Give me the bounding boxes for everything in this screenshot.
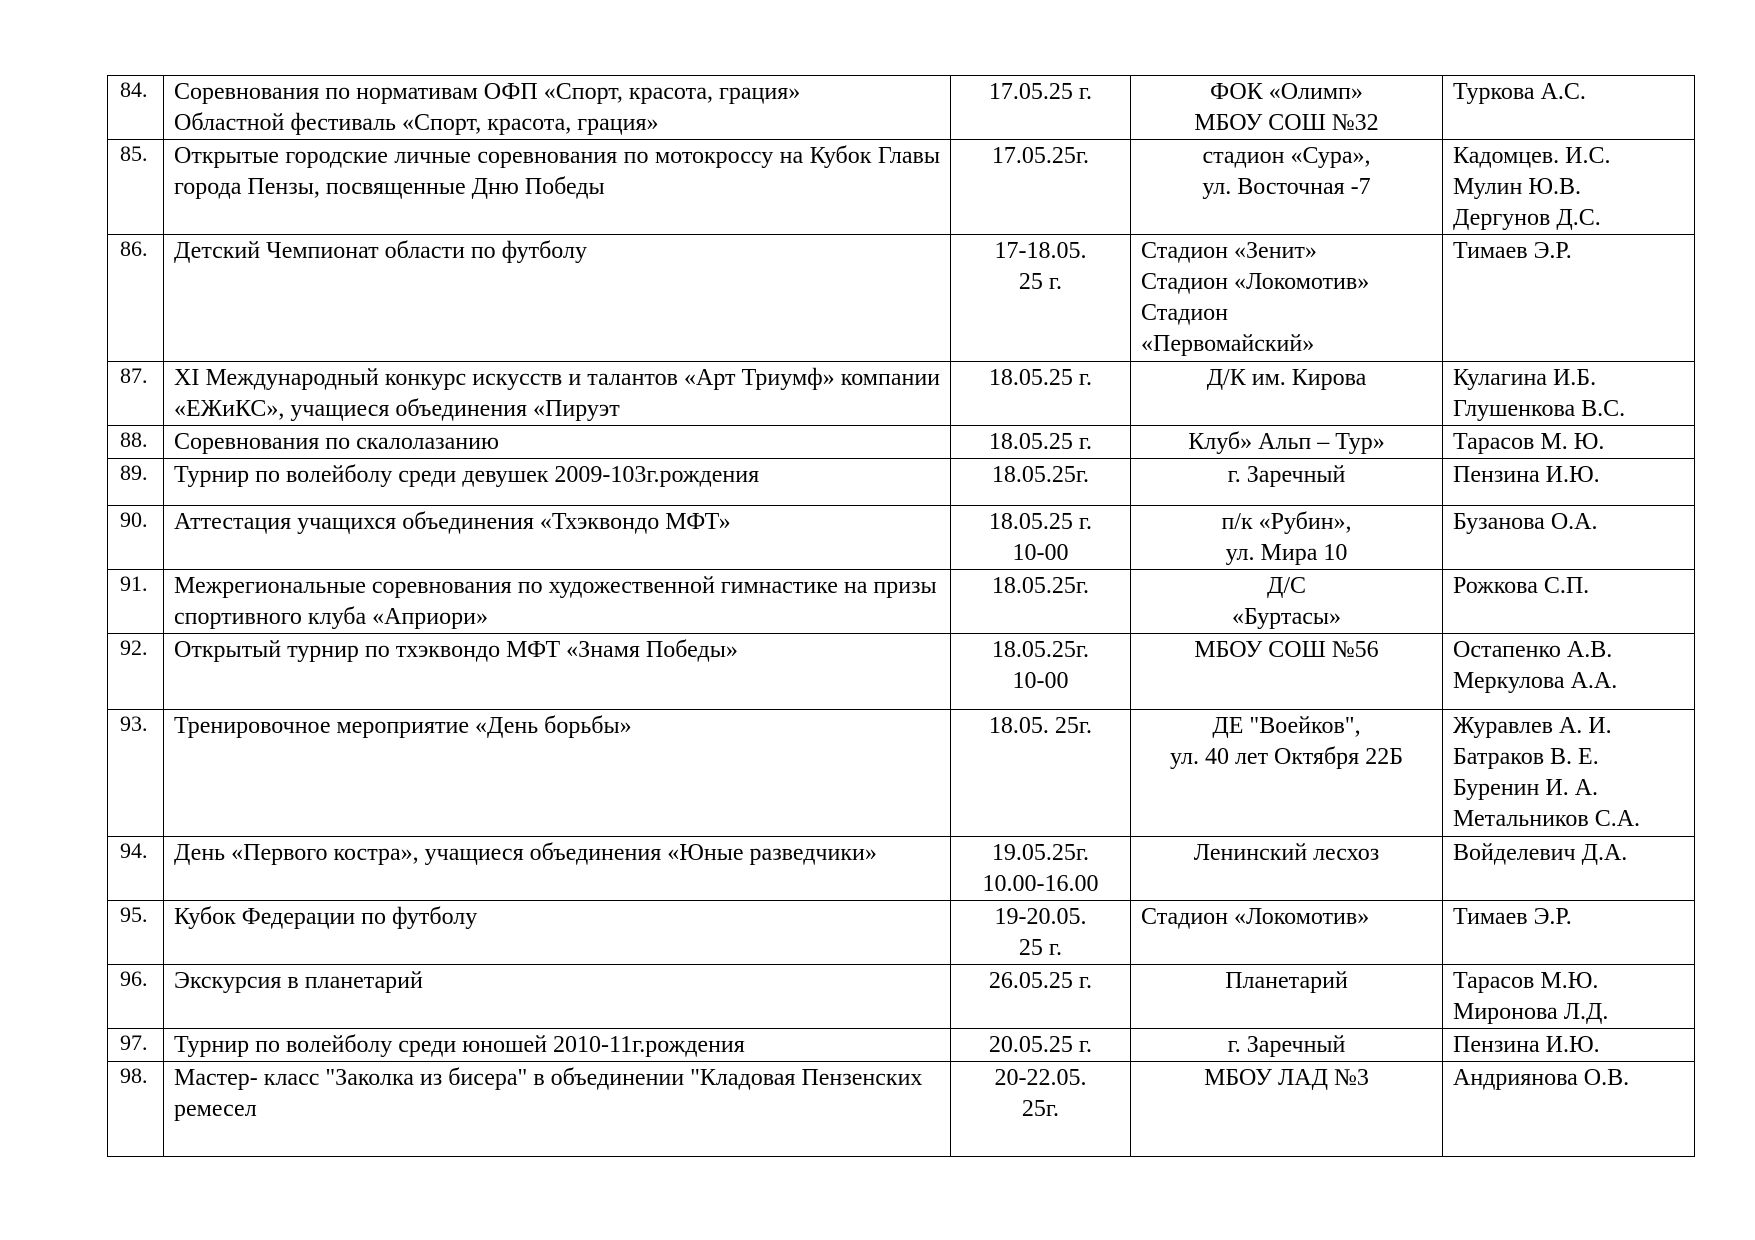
- event-name: Мастер- класс "Заколка из бисера" в объединении "Кладовая Пензенских ремесел: [164, 1062, 951, 1157]
- event-name: Открытый турнир по тхэквондо МФТ «Знамя Победы»: [164, 634, 951, 710]
- table-row: [108, 235, 1695, 362]
- event-name: Турнир по волейболу среди девушек 2009-103г.рождения: [164, 459, 951, 506]
- event-date: 17.05.25 г.: [951, 76, 1131, 140]
- table-row: [108, 1062, 1695, 1157]
- table-row: [108, 570, 1695, 634]
- table-row: [108, 965, 1695, 1029]
- event-date: 20.05.25 г.: [951, 1029, 1131, 1062]
- event-name: День «Первого костра», учащиеся объединения «Юные разведчики»: [164, 837, 951, 901]
- event-name: Соревнования по скалолазанию: [164, 426, 951, 459]
- table-row: [108, 506, 1695, 570]
- row-number: 98.: [108, 1062, 164, 1157]
- event-responsible: Тимаев Э.Р.: [1443, 901, 1695, 965]
- event-name: XI Международный конкурс искусств и талантов «Арт Триумф» компании «ЕЖиКС», учащиеся объединения «Пируэт: [164, 362, 951, 426]
- events-table: [107, 75, 1695, 1157]
- event-name: Кубок Федерации по футболу: [164, 901, 951, 965]
- row-number: 96.: [108, 965, 164, 1029]
- event-place: Д/К им. Кирова: [1131, 362, 1443, 426]
- event-place: МБОУ ЛАД №3: [1131, 1062, 1443, 1157]
- event-responsible: Журавлев А. И. Батраков В. Е. Буренин И. А. Метальников С.А.: [1443, 710, 1695, 837]
- event-responsible: Туркова А.С.: [1443, 76, 1695, 140]
- event-date: 19.05.25г. 10.00-16.00: [951, 837, 1131, 901]
- table-row: [108, 459, 1695, 506]
- row-number: 97.: [108, 1029, 164, 1062]
- event-place: г. Заречный: [1131, 459, 1443, 506]
- event-place: ФОК «Олимп» МБОУ СОШ №32: [1131, 76, 1443, 140]
- row-number: 91.: [108, 570, 164, 634]
- event-responsible: Андриянова О.В.: [1443, 1062, 1695, 1157]
- event-place: МБОУ СОШ №56: [1131, 634, 1443, 710]
- event-place: Планетарий: [1131, 965, 1443, 1029]
- event-responsible: Рожкова С.П.: [1443, 570, 1695, 634]
- event-responsible: Войделевич Д.А.: [1443, 837, 1695, 901]
- event-responsible: Бузанова О.А.: [1443, 506, 1695, 570]
- event-name: Турнир по волейболу среди юношей 2010-11г.рождения: [164, 1029, 951, 1062]
- event-responsible: Кадомцев. И.С. Мулин Ю.В. Дергунов Д.С.: [1443, 140, 1695, 235]
- row-number: 95.: [108, 901, 164, 965]
- row-number: 92.: [108, 634, 164, 710]
- event-date: 18.05. 25г.: [951, 710, 1131, 837]
- table-row: [108, 901, 1695, 965]
- event-responsible: Тимаев Э.Р.: [1443, 235, 1695, 362]
- event-responsible: Тарасов М. Ю.: [1443, 426, 1695, 459]
- table-row: [108, 634, 1695, 710]
- row-number: 90.: [108, 506, 164, 570]
- row-number: 87.: [108, 362, 164, 426]
- table-row: [108, 1029, 1695, 1062]
- row-number: 86.: [108, 235, 164, 362]
- event-responsible: Остапенко А.В. Меркулова А.А.: [1443, 634, 1695, 710]
- row-number: 88.: [108, 426, 164, 459]
- table-row: [108, 362, 1695, 426]
- table-row: [108, 426, 1695, 459]
- event-place: Ленинский лесхоз: [1131, 837, 1443, 901]
- event-date: 18.05.25г.: [951, 570, 1131, 634]
- event-name: Детский Чемпионат области по футболу: [164, 235, 951, 362]
- event-date: 18.05.25г. 10-00: [951, 634, 1131, 710]
- event-date: 20-22.05. 25г.: [951, 1062, 1131, 1157]
- event-place: Стадион «Зенит» Стадион «Локомотив» Стадион «Первомайский»: [1131, 235, 1443, 362]
- event-name: Аттестация учащихся объединения «Тхэквондо МФТ»: [164, 506, 951, 570]
- table-row: [108, 837, 1695, 901]
- table-row: [108, 140, 1695, 235]
- event-place: Стадион «Локомотив»: [1131, 901, 1443, 965]
- event-responsible: Тарасов М.Ю. Миронова Л.Д.: [1443, 965, 1695, 1029]
- table-row: [108, 76, 1695, 140]
- event-date: 18.05.25 г.: [951, 362, 1131, 426]
- event-place: Д/С «Буртасы»: [1131, 570, 1443, 634]
- row-number: 94.: [108, 837, 164, 901]
- event-name: Тренировочное мероприятие «День борьбы»: [164, 710, 951, 837]
- event-name: Открытые городские личные соревнования по мотокроссу на Кубок Главы города Пензы, посвященные Дню Победы: [164, 140, 951, 235]
- event-name: Межрегиональные соревнования по художественной гимнастике на призы спортивного клуба «Априори»: [164, 570, 951, 634]
- event-name: Экскурсия в планетарий: [164, 965, 951, 1029]
- event-place: стадион «Сура», ул. Восточная -7: [1131, 140, 1443, 235]
- event-date: 18.05.25 г. 10-00: [951, 506, 1131, 570]
- row-number: 89.: [108, 459, 164, 506]
- event-responsible: Пензина И.Ю.: [1443, 1029, 1695, 1062]
- row-number: 84.: [108, 76, 164, 140]
- row-number: 93.: [108, 710, 164, 837]
- event-date: 17-18.05. 25 г.: [951, 235, 1131, 362]
- event-place: п/к «Рубин», ул. Мира 10: [1131, 506, 1443, 570]
- event-place: Клуб» Альп – Тур»: [1131, 426, 1443, 459]
- event-place: ДЕ "Воейков", ул. 40 лет Октября 22Б: [1131, 710, 1443, 837]
- event-place: г. Заречный: [1131, 1029, 1443, 1062]
- event-date: 17.05.25г.: [951, 140, 1131, 235]
- event-responsible: Кулагина И.Б. Глушенкова В.С.: [1443, 362, 1695, 426]
- event-date: 19-20.05. 25 г.: [951, 901, 1131, 965]
- table-row: [108, 710, 1695, 837]
- events-table-body: [108, 76, 1695, 1157]
- event-responsible: Пензина И.Ю.: [1443, 459, 1695, 506]
- event-date: 18.05.25г.: [951, 459, 1131, 506]
- row-number: 85.: [108, 140, 164, 235]
- event-name: Соревнования по нормативам ОФП «Спорт, красота, грация» Областной фестиваль «Спорт, красота, грация»: [164, 76, 951, 140]
- event-date: 18.05.25 г.: [951, 426, 1131, 459]
- event-date: 26.05.25 г.: [951, 965, 1131, 1029]
